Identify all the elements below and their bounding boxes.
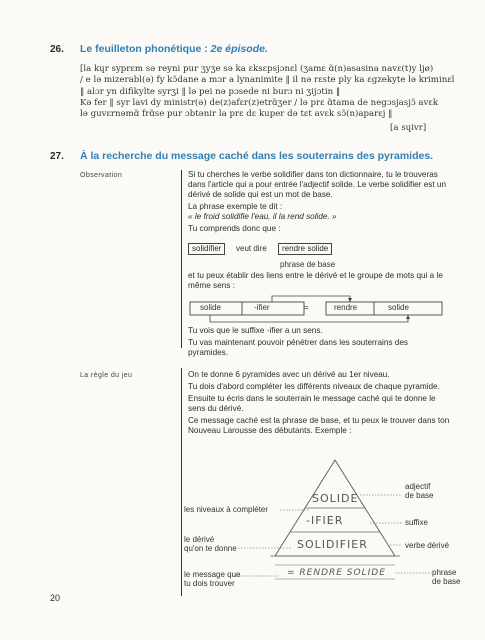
- pyramid-top-word: SOLIDE: [312, 492, 359, 505]
- deriv-equals-sign: =: [304, 303, 309, 312]
- veut-dire-text: veut dire: [236, 244, 267, 253]
- label-message-1: le message que: [184, 570, 241, 579]
- label-adjectif-2: de base: [405, 491, 434, 500]
- phonetic-line: / e lə mizerabl(ə) fy kɔ̃dane a mɔr a lynanimite ‖ il nə rɛste ply ka ɛgzekyte lə kriminɛl: [80, 75, 455, 86]
- label-verbe-derive: verbe dérivé: [405, 541, 450, 550]
- regle-paragraph: Ensuite tu écris dans le souterrain le message caché qui te donne le sens du dérivé.: [188, 394, 436, 413]
- maintenant-text: Tu vas maintenant pouvoir pénétrer dans les souterrains des pyramides.: [188, 338, 408, 357]
- label-adjectif-1: adjectif: [405, 482, 431, 491]
- phonetic-line: lə guvɛrnəmɑ̃ frɑ̃se pur ɔbtənir la prɛ dɛ kuper də tɛt avɛk sɔ̃(n)aparɛj ‖: [80, 109, 393, 120]
- pyramid-bottom-word: SOLIDIFIER: [297, 538, 368, 551]
- label-message-2: tu dois trouver: [184, 579, 235, 588]
- exercise-27-number: 27.: [50, 151, 64, 162]
- phonetic-line: Kə fer ‖ syr lavi dy ministr(ə) de(z)afɛr(z)etrɑ̃ʒer / lə prɛ ɑ̃tama de negɔsjasjɔ̃ avɛk: [80, 97, 439, 108]
- deriv-solide-label: solide: [200, 303, 221, 312]
- label-niveaux: les niveaux à compléter: [184, 505, 269, 514]
- observation-rule: [181, 170, 182, 348]
- to-be-continued: [a sɥivr]: [390, 123, 427, 133]
- phrase-example: « le froid solidifie l'eau, il la rend solide. »: [188, 212, 337, 221]
- solidifier-box: solidifier: [188, 243, 225, 255]
- comprends-text: Tu comprends donc que :: [188, 224, 281, 233]
- observation-paragraph: Si tu cherches le verbe solidifier dans ton dictionnaire, tu le trouveras dans l'article qui a pour entrée l'adjectif solide. Le verbe solidifier est un dérivé de solide qui est un mot de base.: [188, 170, 446, 199]
- exercise-26-title: [80, 43, 268, 55]
- deriv-ifier-label: -ifier: [254, 303, 270, 312]
- phrase-de-base-label: phrase de base: [280, 260, 336, 269]
- phonetic-line: ‖ alɔr yn difikylte syrʒi ‖ lə pei nə pɔsede ni burɔ ni ʒijɔtin ‖: [80, 86, 341, 97]
- regle-paragraph: Ce message caché est la phrase de base, et tu peux le trouver dans ton Nouveau Larousse des débutants. Exemple :: [188, 416, 450, 435]
- observation-text: [188, 170, 450, 236]
- label-suffixe: suffixe: [405, 518, 428, 527]
- label-phrase-2: de base: [432, 577, 461, 586]
- phonetic-line: [la kɥr syprɛm sə reyni pur ʒyʒe sə ka ɛksɛpsjɔnɛl (ʒamɛ ɑ̃(n)asasina navɛ(t)y ljø): [80, 64, 434, 74]
- regle-label: La règle du jeu: [80, 372, 133, 379]
- deriv-solide2-label: solide: [388, 303, 409, 312]
- exercise-26-title-episode: 2e épisode.: [210, 43, 268, 55]
- observation-label: Observation: [80, 172, 123, 179]
- label-derive-1: le dérivé: [184, 535, 215, 544]
- exercise-26-title-text: Le feuilleton phonétique :: [80, 43, 208, 55]
- rendre-solide-box: rendre solide: [278, 243, 332, 255]
- label-derive-2: qu'on te donne: [184, 544, 237, 553]
- label-phrase-1: phrase: [432, 568, 457, 577]
- exercise-26-number: 26.: [50, 44, 64, 55]
- pyramid-middle-word: -IFIER: [306, 514, 344, 527]
- phrase-intro: La phrase exemple te dit :: [188, 202, 283, 211]
- suffixe-note: Tu vois que le suffixe -ifier a un sens.: [188, 326, 323, 335]
- regle-paragraph: Tu dois d'abord compléter les différents niveaux de chaque pyramide.: [188, 382, 440, 391]
- deriv-rendre-label: rendre: [334, 303, 358, 312]
- page-number: 20: [50, 593, 61, 603]
- regle-text: [188, 370, 450, 438]
- pyramid-underground-message: = RENDRE SOLIDE: [287, 568, 386, 578]
- liens-text: et tu peux établir des liens entre le dérivé et le groupe de mots qui a le même sens :: [188, 271, 443, 290]
- suffixe-text: [188, 326, 450, 360]
- regle-paragraph: On te donne 6 pyramides avec un dérivé au 1er niveau.: [188, 370, 390, 379]
- phonetic-text: [80, 64, 455, 120]
- exercise-27-title: À la recherche du message caché dans les souterrains des pyramides.: [80, 150, 434, 162]
